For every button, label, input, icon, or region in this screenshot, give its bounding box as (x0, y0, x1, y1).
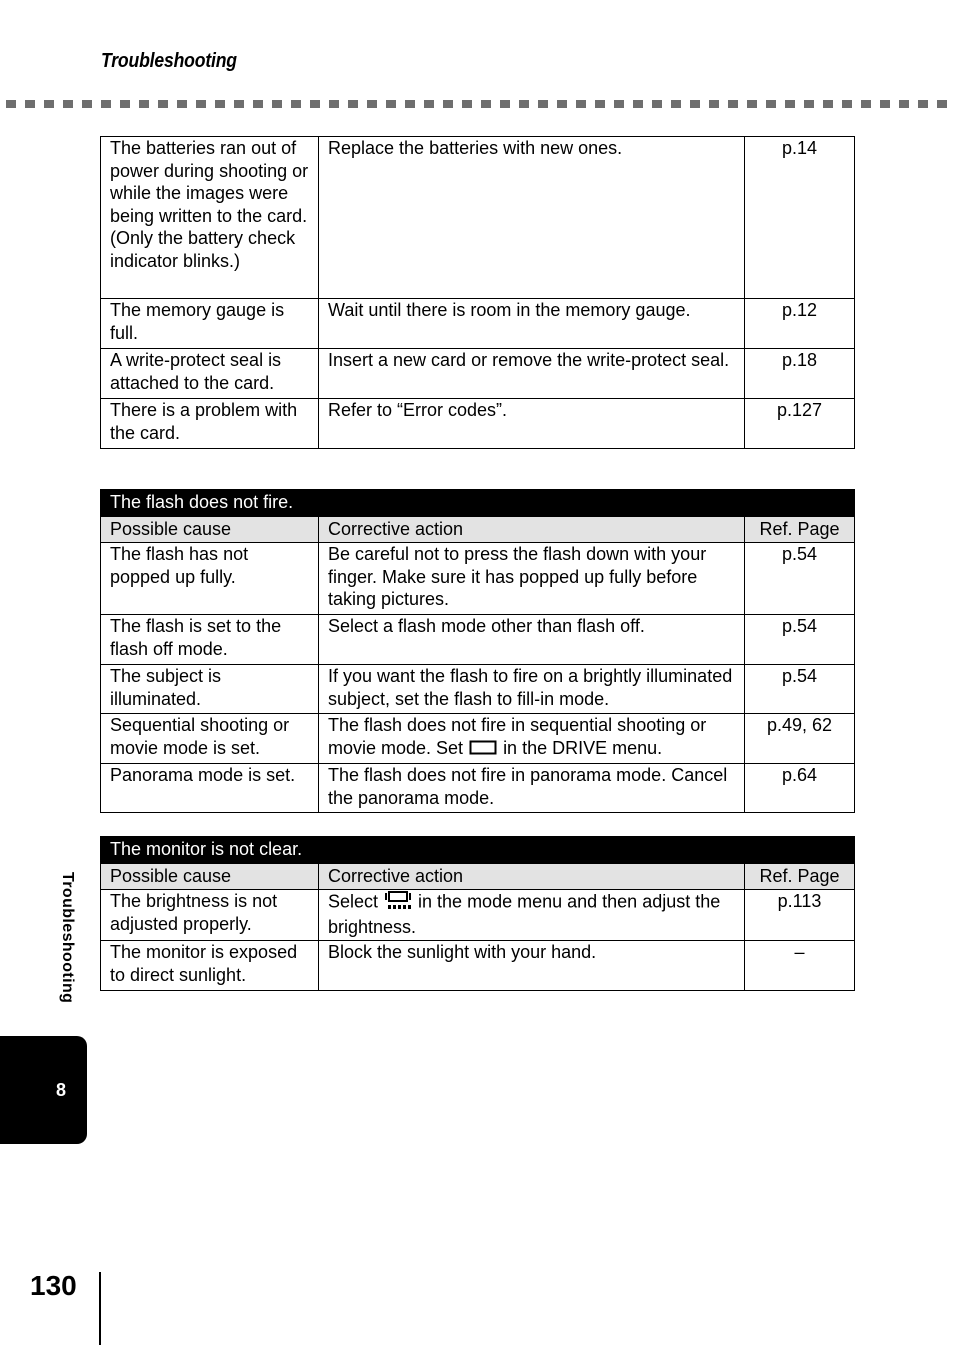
action-text-after-icon: in the mode menu and then adjust the brightness. (328, 891, 721, 937)
cause-cell: The flash is set to the flash off mode. (101, 615, 319, 665)
header-dashed-rule (6, 100, 950, 108)
column-header-action: Corrective action (319, 864, 745, 890)
column-header-row (101, 517, 855, 543)
ref-page-cell: p.54 (745, 615, 855, 665)
flash-troubleshooting-table (100, 489, 855, 813)
ref-page-cell: p.54 (745, 543, 855, 615)
ref-page-cell: p.49, 62 (745, 714, 855, 764)
table-row (101, 137, 855, 299)
action-cell: If you want the flash to fire on a brightly illuminated subject, set the flash to fill-in mode. (319, 665, 745, 714)
running-header-title: Troubleshooting (101, 50, 237, 72)
action-text-before-icon: The flash does not fire in sequential shooting or movie mode. Set (328, 715, 707, 758)
cause-cell: A write-protect seal is attached to the card. (101, 349, 319, 399)
table-row (101, 764, 855, 813)
action-cell: Select a flash mode other than flash off. (319, 615, 745, 665)
ref-page-cell: p.14 (745, 137, 855, 299)
cause-cell: The subject is illuminated. (101, 665, 319, 714)
column-header-action: Corrective action (319, 517, 745, 543)
action-cell: Refer to “Error codes”. (319, 399, 745, 449)
ref-page-cell: p.12 (745, 299, 855, 349)
table-row (101, 714, 855, 764)
ref-page-cell: p.64 (745, 764, 855, 813)
ref-page-cell: p.54 (745, 665, 855, 714)
ref-page-cell: p.127 (745, 399, 855, 449)
table-row (101, 543, 855, 615)
column-header-ref: Ref. Page (745, 517, 855, 543)
table-row (101, 399, 855, 449)
action-cell (319, 890, 745, 941)
monitor-brightness-icon (384, 890, 412, 916)
table-row (101, 349, 855, 399)
cause-cell: The memory gauge is full. (101, 299, 319, 349)
table-row (101, 890, 855, 941)
action-cell: Be careful not to press the flash down with your finger. Make sure it has popped up fully before taking pictures. (319, 543, 745, 615)
column-header-row (101, 864, 855, 890)
single-frame-icon (469, 738, 497, 761)
column-header-ref: Ref. Page (745, 864, 855, 890)
column-header-cause: Possible cause (101, 864, 319, 890)
table-row (101, 299, 855, 349)
action-cell: Insert a new card or remove the write-protect seal. (319, 349, 745, 399)
cause-cell: The monitor is exposed to direct sunlight. (101, 941, 319, 991)
section-title: The monitor is not clear. (101, 837, 855, 864)
ref-page-cell: – (745, 941, 855, 991)
action-text-before-icon: Select (328, 891, 379, 912)
cause-cell: The flash has not popped up fully. (101, 543, 319, 615)
cause-cell: Panorama mode is set. (101, 764, 319, 813)
action-text-after-icon: in the DRIVE menu. (503, 737, 663, 758)
table-row (101, 665, 855, 714)
section-title-row (101, 490, 855, 517)
cause-cell: The batteries ran out of power during shooting or while the images were being written to the card. (Only the battery check indicator blinks.) (101, 137, 319, 299)
side-section-label: Troubleshooting (59, 872, 76, 1004)
ref-page-cell: p.18 (745, 349, 855, 399)
section-title-row (101, 837, 855, 864)
column-header-cause: Possible cause (101, 517, 319, 543)
cause-cell: There is a problem with the card. (101, 399, 319, 449)
action-cell: Replace the batteries with new ones. (319, 137, 745, 299)
table-row (101, 615, 855, 665)
page-number: 130 (30, 1270, 77, 1301)
troubleshooting-table-continued (100, 136, 855, 449)
monitor-troubleshooting-table (100, 836, 855, 991)
action-cell: Block the sunlight with your hand. (319, 941, 745, 991)
action-cell: Wait until there is room in the memory gauge. (319, 299, 745, 349)
chapter-tab (0, 1036, 87, 1144)
cause-cell: Sequential shooting or movie mode is set. (101, 714, 319, 764)
chapter-number: 8 (55, 1079, 66, 1100)
action-cell (319, 714, 745, 764)
page-number-rule (99, 1272, 101, 1345)
section-title: The flash does not fire. (101, 490, 855, 517)
cause-cell: The brightness is not adjusted properly. (101, 890, 319, 941)
table-row (101, 941, 855, 991)
action-cell: The flash does not fire in panorama mode. Cancel the panorama mode. (319, 764, 745, 813)
ref-page-cell: p.113 (745, 890, 855, 941)
